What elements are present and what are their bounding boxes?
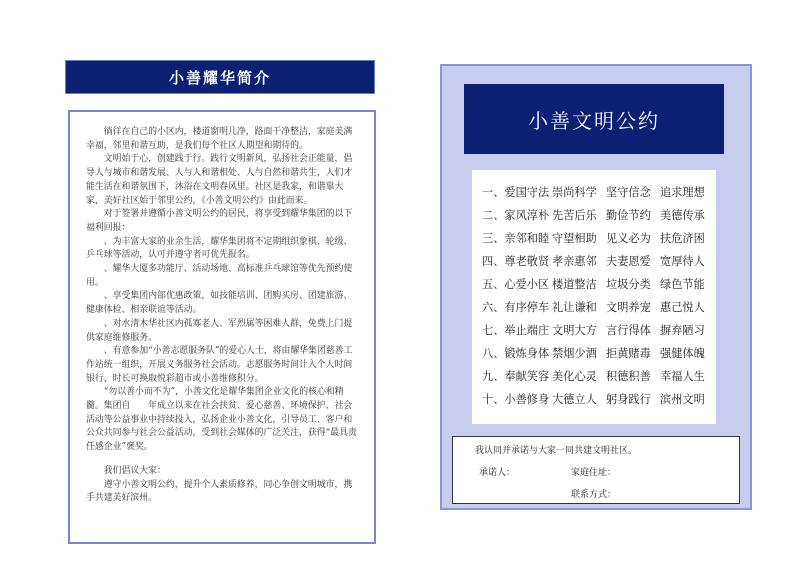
intro-panel (68, 110, 376, 544)
covenant-item: 七、举止端庄 文明大方 言行得体 摒弃陋习 (482, 323, 705, 337)
covenant-item: 四、尊老敬贤 孝亲惠邻 夫妻恩爱 宽厚待人 (482, 254, 705, 268)
covenant-item: 九、奉献笑容 美化心灵 积德积善 幸福人生 (482, 369, 705, 383)
benefit-item: 、为丰富大家的业余生活，耀华集团将不定期组织象棋、轮级、乒乓球等活动，认可并遵守者可优先报名。 (86, 236, 353, 261)
covenant-item: 五、心爱小区 楼道整洁 垃圾分类 绿色节能 (482, 277, 705, 291)
intro-title: 小善耀华简介 (65, 60, 375, 94)
intro-paragraph: 对于签署并遵循小善文明公约的居民，将享受到耀华集团的以下福利回报： (86, 209, 353, 233)
covenant-item: 十、小善修身 大德立人 躬身践行 滨州文明 (482, 392, 705, 406)
benefit-item: 、对水清木华社区内孤寡老人、军烈属等困难人群，免费上门提供家庭维修服务。 (86, 318, 353, 343)
culture-paragraph: “勿以善小而不为”，小善文化是耀华集团企业文化的核心和精髓。集团自 年成立以来在社会扶贫、爱心慈善、环境保护、社会活动等公益事业中持续投入，弘扬企业小善文化，引导员工、客户和公众共同参与社会公益活动，受到社会媒体的广泛关注，获得“最具责任感企业”褒奖。 (86, 387, 357, 453)
call-title: 我们倡议大家： (103, 465, 166, 476)
benefit-item: 、享受集团内部优惠政策，如技能培训、团购买房、团建旅游、健康体检、相亲联谊等活动。 (86, 291, 353, 316)
covenant-item: 八、锻炼身体 禁烟少酒 拒黄赌毒 强健体魄 (482, 346, 705, 360)
covenant-list (472, 170, 716, 424)
benefit-item: 、有意参加“小善志愿服务队”的爱心人士，将由耀华集团慈善工作站统一组织，开展义务服务社会活动。志愿服务时间计入个人时间银行，时长可换取悦彩超市或小善维修积分。 (86, 346, 353, 384)
intro-paragraph: 文明始于心，创建践于行。践行文明新风，弘扬社会正能量，倡导人与城市和谐发展、人与人和谐相处、人与自然和谐共生，人们才能生活在和谐氛围下，沐浴在文明春风里。社区是我家，和谐靠大家，美好社区始于邻里公约，《小善文明公约》由此而来。 (86, 154, 353, 206)
covenant-item: 三、亲邻和睦 守望相助 见义必为 扶危济困 (482, 231, 705, 245)
intro-paragraph: 徜徉在自己的小区内，楼道窗明几净，路面干净整洁，家庭美满幸福，邻里和谐互助，是我们每个社区人期望和期待的。 (86, 127, 353, 151)
covenant-item: 六、有序停车 礼让谦和 文明养宠 惠己悦人 (482, 300, 705, 314)
covenant-item: 二、家风淳朴 先苦后乐 勤俭节约 美德传承 (482, 208, 705, 222)
contact-label: 联系方式： (571, 490, 617, 500)
pledge-text: 我认同并承诺与大家一同共建文明社区。 (475, 446, 638, 456)
benefit-item: 、耀华大厦多功能厅、活动场地、高标准乒乓球馆等优先预约使用。 (86, 264, 353, 288)
covenant-title: 小善文明公约 (464, 84, 724, 154)
covenant-item: 一、爱国守法 崇尚科学 坚守信念 追求理想 (482, 185, 705, 199)
address-label: 家庭住址： (571, 468, 617, 478)
signer-label: 承诺人： (479, 468, 516, 478)
call-text: 遵守小善文明公约，提升个人素质修养，同心争创文明城市，携手共建美好滨州。 (86, 479, 353, 504)
pledge-box (452, 436, 740, 504)
